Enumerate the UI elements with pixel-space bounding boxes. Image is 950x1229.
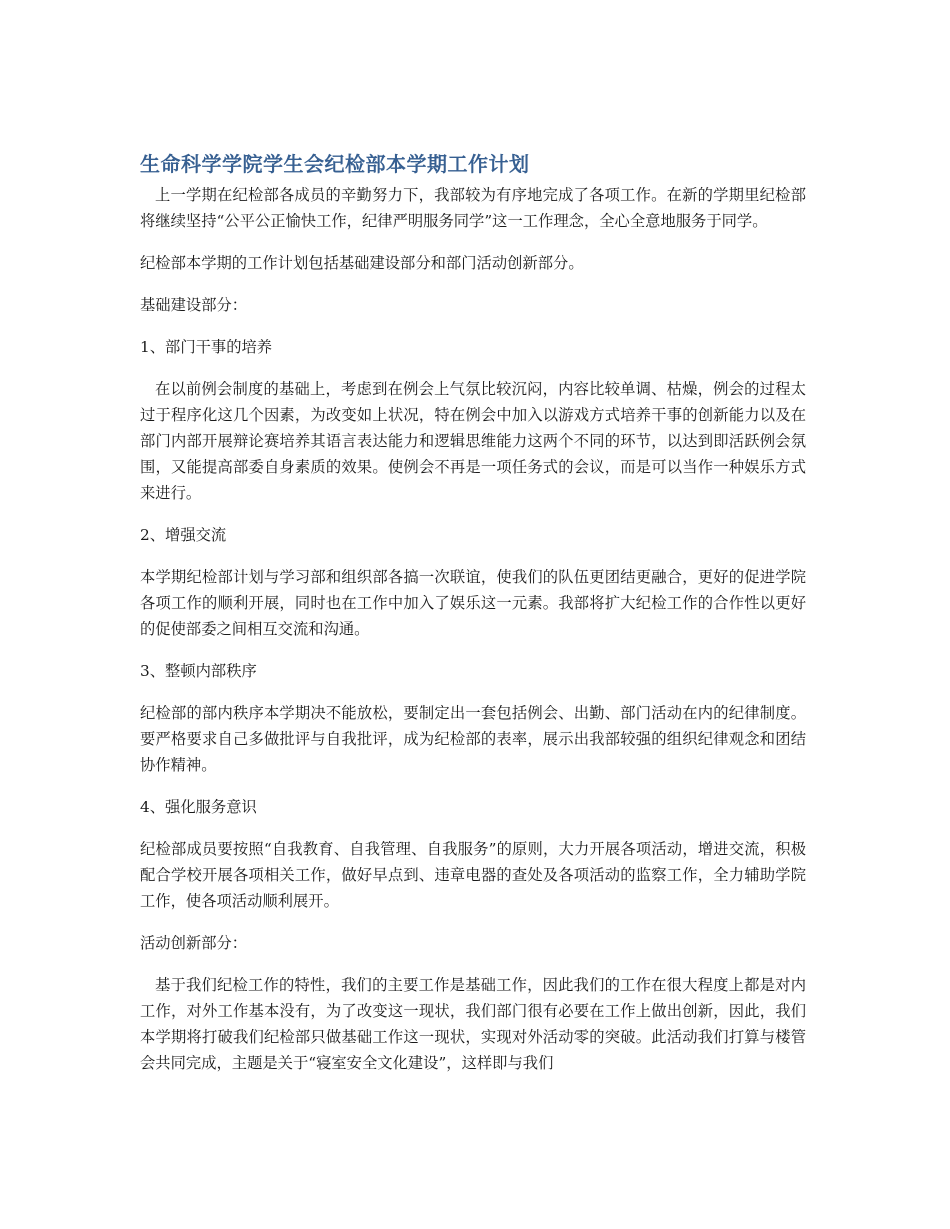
innovation-paragraph: 基于我们纪检工作的特性，我们的主要工作是基础工作，因此我们的工作在很大程度上都是对内工作，对外工作基本没有，为了改变这一现状，我们部门很有必要在工作上做出创新，因此，我们本学期将打破我们纪检部只做基础工作这一现状，实现对外活动零的突破。此活动我们打算与楼管会共同完成，主题是关于“寝室安全文化建设”，这样即与我们 bbox=[140, 976, 806, 1072]
section-heading-innovation: 活动创新部分： bbox=[140, 934, 248, 952]
intro-paragraph: 上一学期在纪检部各成员的辛勤努力下，我部较为有序地完成了各项工作。在新的学期里纪检部将继续坚持“公平公正愉快工作，纪律严明服务同学”这一工作理念，全心全意地服务于同学。 bbox=[140, 186, 806, 230]
item-heading-1: 1、部门干事的培养 bbox=[140, 338, 273, 356]
document-page bbox=[140, 150, 806, 1092]
item-paragraph-1: 在以前例会制度的基础上，考虑到在例会上气氛比较沉闷，内容比较单调、枯燥，例会的过程太过于程序化这几个因素，为改变如上状况，特在例会中加入以游戏方式培养干事的创新能力以及在部门内部开展辩论赛培养其语言表达能力和逻辑思维能力这两个不同的环节，以达到即活跃例会氛围，又能提高部委自身素质的效果。使例会不再是一项任务式的会议，而是可以当作一种娱乐方式来进行。 bbox=[140, 380, 806, 502]
item-heading-2: 2、增强交流 bbox=[140, 526, 227, 544]
item-heading-3: 3、整顿内部秩序 bbox=[140, 662, 257, 680]
item-paragraph-4: 纪检部成员要按照“自我教育、自我管理、自我服务”的原则，大力开展各项活动，增进交流，积极配合学校开展各项相关工作，做好早点到、违章电器的查处及各项活动的监察工作，全力辅助学院工作，使各项活动顺利展开。 bbox=[140, 840, 806, 910]
item-paragraph-2: 本学期纪检部计划与学习部和组织部各搞一次联谊，使我们的队伍更团结更融合，更好的促进学院各项工作的顺利开展，同时也在工作中加入了娱乐这一元素。我部将扩大纪检工作的合作性以更好的促使部委之间相互交流和沟通。 bbox=[140, 568, 806, 638]
section-heading-basic: 基础建设部分： bbox=[140, 296, 248, 314]
overview-paragraph: 纪检部本学期的工作计划包括基础建设部分和部门活动创新部分。 bbox=[140, 254, 584, 272]
document-title: 生命科学学院学生会纪检部本学期工作计划 bbox=[140, 152, 530, 176]
item-paragraph-3: 纪检部的部内秩序本学期决不能放松，要制定出一套包括例会、出勤、部门活动在内的纪律制度。要严格要求自己多做批评与自我批评，成为纪检部的表率，展示出我部较强的组织纪律观念和团结协作精神。 bbox=[140, 704, 806, 774]
item-heading-4: 4、强化服务意识 bbox=[140, 798, 257, 816]
